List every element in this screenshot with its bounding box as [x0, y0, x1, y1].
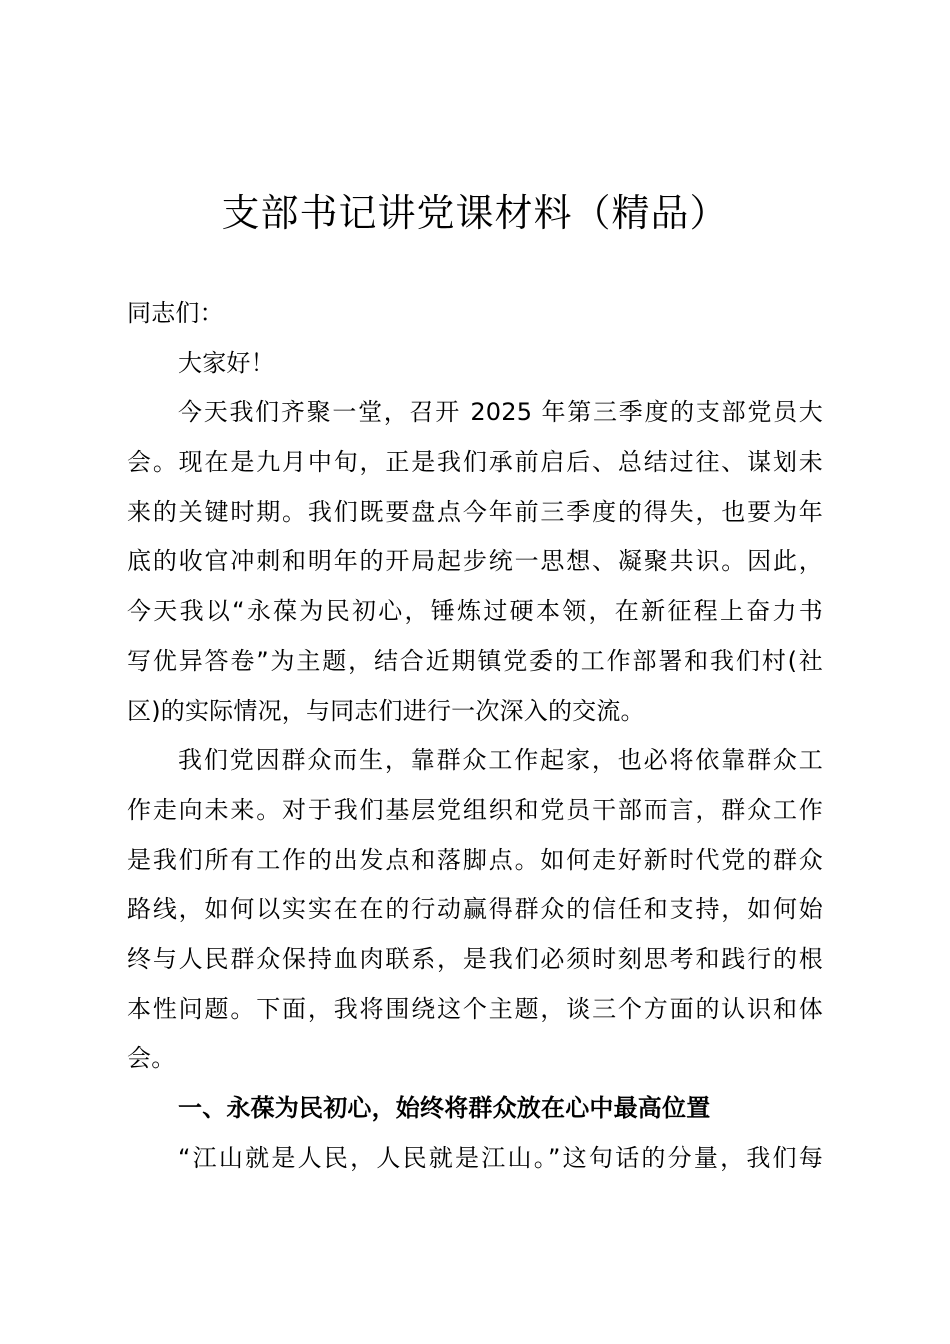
paragraph-intro	[127, 388, 827, 736]
paragraph-mass-line	[127, 736, 827, 1084]
paragraph-line: 本性问题。下面，我将围绕这个主题，谈三个方面的认识和体	[127, 994, 823, 1023]
greeting: 大家好！	[178, 348, 275, 377]
paragraph-line: 我们党因群众而生，靠群众工作起家，也必将依靠群众工	[178, 746, 823, 775]
paragraph-line: 今天我以“永葆为民初心，锤炼过硬本领，在新征程上奋力书	[127, 597, 823, 626]
paragraph-line: 来的关键时期。我们既要盘点今年前三季度的得失，也要为年	[127, 497, 823, 526]
paragraph-line: 底的收官冲刺和明年的开局起步统一思想、凝聚共识。因此，	[127, 547, 823, 576]
paragraph-line: 会。现在是九月中旬，正是我们承前启后、总结过往、谋划未	[127, 448, 823, 477]
section-heading: 一、永葆为民初心，始终将群众放在心中最高位置	[178, 1094, 711, 1122]
paragraph-line: 作走向未来。对于我们基层党组织和党员干部而言，群众工作	[127, 795, 823, 824]
paragraph-line: 今天我们齐聚一堂，召开 2025 年第三季度的支部党员大	[178, 398, 823, 427]
paragraph-line: 区)的实际情况，与同志们进行一次深入的交流。	[127, 696, 645, 725]
paragraph-line: 是我们所有工作的出发点和落脚点。如何走好新时代党的群众	[127, 845, 823, 874]
document-title: 支部书记讲党课材料（精品）	[221, 191, 729, 235]
paragraph-line: 终与人民群众保持血肉联系，是我们必须时刻思考和践行的根	[127, 944, 823, 973]
salutation: 同志们：	[127, 299, 224, 327]
paragraph-line: 会。	[127, 1044, 176, 1073]
paragraph-line: 写优异答卷”为主题，结合近期镇党委的工作部署和我们村(社	[127, 646, 823, 675]
paragraph-line: 路线，如何以实实在在的行动赢得群众的信任和支持，如何始	[127, 895, 823, 924]
paragraph-line: “江山就是人民，人民就是江山。”这句话的分量，我们每	[178, 1143, 823, 1172]
document-body	[127, 289, 827, 1183]
